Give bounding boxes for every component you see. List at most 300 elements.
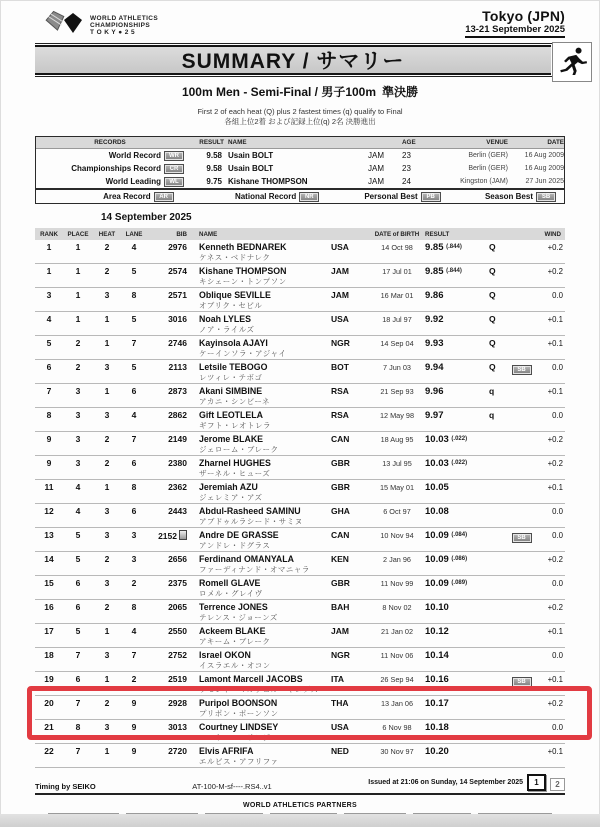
athlete-name-japanese: アブドゥルラシード・サミヌ	[199, 517, 303, 526]
heat-cell: 2	[104, 458, 110, 468]
athlete-name-cell	[191, 362, 331, 383]
age-col-header: AGE	[402, 139, 416, 146]
date-of-birth: 6 Oct 97	[383, 507, 411, 516]
rank-cell: 21	[44, 722, 54, 732]
lane-cell: 7	[131, 338, 137, 348]
heat-cell: 1	[104, 386, 110, 396]
place-cell: 7	[75, 650, 81, 660]
result-time: 10.08	[425, 506, 449, 517]
place-cell: 4	[75, 506, 81, 516]
athlete-name: Abdul-Rasheed SAMINU	[199, 506, 301, 516]
date-of-birth: 8 Nov 02	[382, 603, 412, 612]
results-table	[35, 228, 565, 768]
heat-cell: 2	[104, 434, 110, 444]
heat-cell: 1	[104, 626, 110, 636]
athlete-name-cell	[191, 314, 331, 335]
record-venue: Kingston (JAM)	[460, 178, 508, 185]
bib-cell: 2362	[168, 482, 187, 492]
divider	[35, 76, 565, 77]
lane-cell: 7	[131, 650, 137, 660]
athlete-name: Kenneth BEDNAREK	[199, 242, 287, 252]
rank-cell: 4	[46, 314, 52, 324]
bib-cell: 2443	[168, 506, 187, 516]
lane-cell: 4	[131, 626, 137, 636]
bib-cell: 3016	[168, 314, 187, 324]
result-fraction: (.844)	[446, 244, 462, 250]
qualification-mark: Q	[489, 290, 496, 300]
athlete-name: Akani SIMBINE	[199, 386, 263, 396]
dob-header: DATE of BIRTH	[374, 230, 420, 238]
date-of-birth: 26 Sep 94	[380, 675, 414, 684]
result-fraction: (.086)	[451, 556, 468, 562]
legend-badge: AR	[154, 192, 174, 202]
country-code: THA	[331, 698, 349, 708]
athlete-name-cell	[191, 410, 331, 431]
date-of-birth: 18 Aug 95	[380, 435, 414, 444]
bib-cell: 2656	[168, 554, 187, 564]
athlete-name: Courtney LINDSEY	[199, 722, 279, 732]
result-fraction: (.089)	[451, 580, 468, 586]
bib-cell: 2550	[168, 626, 187, 636]
record-holder-age: 23	[402, 164, 411, 173]
athlete-name-cell	[191, 674, 331, 695]
country-code: NGR	[331, 650, 350, 660]
country-code: BAH	[331, 602, 350, 612]
result-row	[35, 480, 565, 504]
record-date: 16 Aug 2009	[524, 165, 564, 172]
rank-cell: 1	[46, 242, 52, 252]
logo-line1: WORLD ATHLETICS	[90, 15, 159, 22]
result-row	[35, 504, 565, 528]
wind-reading: +0.2	[547, 243, 563, 252]
date-of-birth: 21 Sep 93	[380, 387, 414, 396]
sprint-pictogram-box	[552, 42, 592, 82]
bib-cell: 2873	[168, 386, 187, 396]
record-venue: Berlin (GER)	[468, 165, 508, 172]
bib-cell: 3013	[168, 722, 187, 732]
record-label: World Leading WL	[36, 177, 184, 187]
bib-cell: 2862	[168, 410, 187, 420]
document-code: AT-100-M-sf----.RS4..v1	[192, 782, 272, 791]
result-header: RESULT	[425, 230, 450, 238]
record-badge: WR	[164, 151, 184, 161]
athlete-name-japanese: テレンス・ジョーンズ	[199, 613, 278, 622]
bib-cell: 2720	[168, 746, 187, 756]
rank-cell: 22	[44, 746, 54, 756]
record-venue: Berlin (GER)	[468, 152, 508, 159]
athlete-name-japanese: ジェレミア・アズ	[199, 493, 263, 502]
country-code: USA	[331, 314, 349, 324]
athlete-name: Lamont Marcell JACOBS	[199, 674, 303, 684]
result-fraction: (.844)	[446, 268, 462, 274]
record-holder-name: Usain BOLT	[228, 164, 274, 173]
records-legend-row	[36, 188, 564, 203]
date-of-birth: 17 Jul 01	[382, 267, 412, 276]
rank-cell: 17	[44, 626, 54, 636]
name-header: NAME	[199, 230, 218, 238]
record-row	[36, 175, 564, 188]
bib-marker-icon	[179, 530, 187, 540]
heat-cell: 3	[104, 578, 110, 588]
bib-cell: 2519	[168, 674, 187, 684]
heat-header: HEAT	[98, 230, 116, 238]
records-header-row	[36, 137, 564, 149]
lane-header: LANE	[125, 230, 143, 238]
wind-reading: 0.0	[552, 579, 563, 588]
athlete-name-cell	[191, 482, 331, 503]
record-label: World Record WR	[36, 151, 184, 161]
page-1-button[interactable]: 1	[527, 774, 546, 791]
athlete-name-japanese: ファーディナンド・オマニャラ	[199, 565, 310, 574]
result-time: 9.96	[425, 386, 444, 397]
rank-cell: 8	[46, 410, 52, 420]
country-code: ITA	[331, 674, 345, 684]
heat-cell: 1	[104, 338, 110, 348]
rank-cell: 14	[44, 554, 54, 564]
country-code: NGR	[331, 338, 350, 348]
record-label: Championships Record CR	[36, 164, 184, 174]
athlete-name: Zharnel HUGHES	[199, 458, 271, 468]
athlete-name: Israel OKON	[199, 650, 251, 660]
lane-cell: 9	[131, 722, 137, 732]
date-of-birth: 21 Jan 02	[380, 627, 414, 636]
event-dates: 13-21 September 2025	[465, 24, 565, 38]
athlete-name-japanese: キシェーン・トンプソン	[199, 277, 287, 286]
athlete-name-cell	[191, 338, 331, 359]
record-holder-nat: JAM	[368, 164, 384, 173]
date-of-birth: 11 Nov 06	[380, 651, 414, 660]
athlete-name-cell	[191, 266, 331, 287]
country-code: USA	[331, 242, 349, 252]
athlete-name-japanese: ギフト・レオトレラ	[199, 421, 271, 430]
result-row	[35, 528, 565, 552]
place-cell: 1	[75, 314, 81, 324]
bib-cell: 2149	[168, 434, 187, 444]
bib-cell: 2152	[147, 530, 191, 542]
heat-cell: 2	[104, 554, 110, 564]
country-code: CAN	[331, 530, 350, 540]
place-cell: 2	[75, 338, 81, 348]
athlete-name: Ferdinand OMANYALA	[199, 554, 294, 564]
place-header: PLACE	[67, 230, 89, 238]
result-fraction: (.084)	[451, 532, 468, 538]
place-cell: 7	[75, 746, 81, 756]
legend-badge: PB	[421, 192, 441, 202]
heat-cell: 3	[104, 722, 110, 732]
heat-cell: 2	[104, 602, 110, 612]
rank-cell: 6	[46, 362, 52, 372]
record-result: 9.75	[206, 177, 222, 186]
qualification-mark: Q	[489, 314, 496, 324]
athlete-name: Kishane THOMPSON	[199, 266, 287, 276]
wind-reading: +0.2	[547, 435, 563, 444]
athlete-name-japanese: コートニー・リンジー	[199, 733, 279, 742]
lane-cell: 5	[131, 314, 137, 324]
place-cell: 5	[75, 530, 81, 540]
qualification-mark: Q	[489, 242, 496, 252]
country-code: NED	[331, 746, 349, 756]
result-row	[35, 408, 565, 432]
lane-cell: 8	[131, 290, 137, 300]
date-of-birth: 12 May 98	[379, 411, 415, 420]
legend-item: Season Best SB	[449, 192, 564, 202]
tokyo25-gems-icon	[45, 10, 85, 41]
legend-item: Personal Best PB	[327, 192, 448, 202]
rank-cell: 7	[46, 386, 52, 396]
bib-cell: 2746	[168, 338, 187, 348]
athlete-name: Kayinsola AJAYI	[199, 338, 268, 348]
date-of-birth: 18 Jul 97	[382, 315, 412, 324]
athlete-name-cell	[191, 290, 331, 311]
rank-cell: 18	[44, 650, 54, 660]
bib-cell: 2375	[168, 578, 187, 588]
result-row	[35, 264, 565, 288]
championships-logo	[45, 10, 158, 41]
lane-cell: 6	[131, 506, 137, 516]
lane-cell: 4	[131, 410, 137, 420]
result-time: 9.92	[425, 314, 444, 325]
athlete-name: Noah LYLES	[199, 314, 251, 324]
heat-cell: 1	[104, 482, 110, 492]
result-time: 10.20	[425, 746, 449, 757]
athlete-name: Jeremiah AZU	[199, 482, 258, 492]
place-cell: 3	[75, 458, 81, 468]
heat-cell: 2	[104, 266, 110, 276]
place-cell: 7	[75, 698, 81, 708]
wind-reading: +0.1	[547, 747, 563, 756]
bib-cell: 2928	[168, 698, 187, 708]
date-of-birth: 2 Jan 96	[383, 555, 411, 564]
athlete-name-japanese: レツィレ・テボゴ	[199, 373, 263, 382]
wind-reading: +0.2	[547, 603, 563, 612]
heat-cell: 1	[104, 746, 110, 756]
record-date: 16 Aug 2009	[524, 152, 564, 159]
heat-cell: 3	[104, 362, 110, 372]
records-box	[35, 136, 565, 204]
athlete-name-cell	[191, 602, 331, 623]
rank-cell: 20	[44, 698, 54, 708]
heat-cell: 3	[104, 530, 110, 540]
bib-cell: 2571	[168, 290, 187, 300]
place-cell: 1	[75, 242, 81, 252]
place-cell: 6	[75, 602, 81, 612]
place-cell: 5	[75, 554, 81, 564]
wind-reading: +0.2	[547, 267, 563, 276]
lane-cell: 4	[131, 242, 137, 252]
athlete-name-cell	[191, 530, 331, 551]
result-time: 9.97	[425, 410, 444, 421]
lane-cell: 9	[131, 746, 137, 756]
record-badge: WL	[164, 177, 184, 187]
record-badge-cell	[507, 674, 533, 687]
record-result: 9.58	[206, 164, 222, 173]
date-of-birth: 11 Nov 99	[380, 579, 414, 588]
event-title: 100m Men - Semi-Final / 男子100m 準決勝	[181, 85, 419, 99]
rank-cell: 1	[46, 266, 52, 276]
results-header-row	[35, 228, 565, 240]
bib-header: BIB	[176, 230, 187, 238]
wind-reading: +0.1	[547, 627, 563, 636]
result-time: 10.10	[425, 602, 449, 613]
record-holder-nat: JAM	[368, 177, 384, 186]
result-row	[35, 456, 565, 480]
lane-cell: 2	[131, 674, 137, 684]
athlete-name-cell	[191, 458, 331, 479]
wind-reading: +0.1	[547, 675, 563, 684]
date-of-birth: 7 Jun 03	[383, 363, 411, 372]
lane-cell: 3	[131, 554, 137, 564]
logo-line3: T O K Y ● 2 5	[90, 29, 136, 36]
athlete-name-japanese: アカニ・シンビーネ	[199, 397, 271, 406]
qualification-mark: Q	[489, 362, 496, 372]
rank-cell: 11	[44, 482, 54, 492]
logo-wordmark	[90, 15, 158, 36]
country-code: GBR	[331, 578, 350, 588]
date-of-birth: 16 Mar 01	[380, 291, 414, 300]
record-row	[36, 162, 564, 175]
country-code: JAM	[331, 290, 349, 300]
bib-cell: 2065	[168, 602, 187, 612]
record-badge-cell	[507, 362, 533, 375]
athlete-name-japanese: アンドレ・ドグラス	[199, 541, 271, 550]
wind-reading: +0.1	[547, 315, 563, 324]
rank-cell: 5	[46, 338, 52, 348]
country-code: GHA	[331, 506, 350, 516]
athlete-name-cell	[191, 722, 331, 743]
bib-cell: 2976	[168, 242, 187, 252]
result-time: 10.03 $^{(.022)}$	[425, 458, 468, 469]
athlete-name-japanese: ケーインソラ・アジャイ	[199, 349, 287, 358]
athlete-name-cell	[191, 242, 331, 263]
athlete-name-cell	[191, 626, 331, 647]
results-body	[35, 240, 565, 768]
wind-reading: +0.2	[547, 555, 563, 564]
date-of-birth: 13 Jan 06	[380, 699, 414, 708]
place-cell: 6	[75, 578, 81, 588]
record-holder-name: Kishane THOMPSON	[228, 177, 308, 186]
record-badge-cell	[507, 530, 533, 543]
athlete-name-cell	[191, 386, 331, 407]
legend-badge: SB	[536, 192, 556, 202]
athlete-name-cell	[191, 698, 331, 719]
record-result: 9.58	[206, 151, 222, 160]
athlete-name-japanese: アキーム・ブレーク	[199, 637, 271, 646]
heat-cell: 2	[104, 242, 110, 252]
date-col-header: DATE	[547, 139, 564, 146]
lane-cell: 6	[131, 458, 137, 468]
result-time: 10.17	[425, 698, 449, 709]
venue-col-header: VENUE	[486, 139, 508, 146]
athlete-name-cell	[191, 434, 331, 455]
wind-reading: 0.0	[552, 651, 563, 660]
result-row	[35, 384, 565, 408]
session-date: 14 September 2025	[101, 212, 192, 223]
country-code: RSA	[331, 410, 349, 420]
lane-cell: 2	[131, 578, 137, 588]
date-of-birth: 14 Oct 98	[381, 243, 413, 252]
lane-cell: 5	[131, 362, 137, 372]
record-date: 27 Jun 2025	[525, 178, 564, 185]
bib-cell: 2574	[168, 266, 187, 276]
legend-badge: NR	[299, 192, 319, 202]
athlete-name: Romell GLAVE	[199, 578, 261, 588]
athlete-name-japanese: プリポン・ポーンソン	[199, 709, 279, 718]
qualification-mark: Q	[489, 266, 496, 276]
photo-edge-strip	[0, 814, 600, 827]
result-time: 10.18	[425, 722, 449, 733]
result-time: 10.16	[425, 674, 449, 685]
result-time: 10.05	[425, 482, 449, 493]
wind-reading: +0.1	[547, 387, 563, 396]
date-of-birth: 15 May 01	[379, 483, 415, 492]
country-code: USA	[331, 722, 349, 732]
page-2-button[interactable]: 2	[550, 778, 565, 791]
athlete-name-japanese: ノア・ライルズ	[199, 325, 255, 334]
wind-reading: 0.0	[552, 291, 563, 300]
sb-badge: SB	[512, 365, 532, 375]
record-holder-name: Usain BOLT	[228, 151, 274, 160]
lane-cell: 7	[131, 434, 137, 444]
rank-cell: 9	[46, 434, 52, 444]
result-time: 9.85 $^{(.844)}$	[425, 242, 462, 253]
wind-reading: +0.2	[547, 459, 563, 468]
athlete-name: Andre DE GRASSE	[199, 530, 279, 540]
divider	[35, 43, 565, 44]
lane-cell: 3	[131, 530, 137, 540]
event-location-block	[465, 8, 565, 38]
wind-reading: 0.0	[552, 723, 563, 732]
lane-cell: 6	[131, 386, 137, 396]
sb-badge: SB	[512, 677, 532, 687]
place-cell: 8	[75, 722, 81, 732]
date-of-birth: 10 Nov 94	[380, 531, 414, 540]
page-title: SUMMARY / サマリー	[181, 50, 405, 73]
qualification-note	[35, 107, 565, 127]
result-time: 10.09 $^{(.084)}$	[425, 530, 468, 541]
record-holder-nat: JAM	[368, 151, 384, 160]
athlete-name-cell	[191, 506, 331, 527]
result-row	[35, 336, 565, 360]
country-code: GBR	[331, 482, 350, 492]
result-row	[35, 648, 565, 672]
athlete-name: Letsile TEBOGO	[199, 362, 268, 372]
issued-timestamp: Issued at 21:06 on Sunday, 14 September 2025	[368, 779, 523, 786]
heat-cell: 2	[104, 698, 110, 708]
heat-cell: 3	[104, 410, 110, 420]
athlete-name: Puripol BOONSON	[199, 698, 278, 708]
country-code: GBR	[331, 458, 350, 468]
country-code: JAM	[331, 266, 349, 276]
wind-reading: +0.1	[547, 339, 563, 348]
wind-reading: 0.0	[552, 411, 563, 420]
rank-cell: 16	[44, 602, 54, 612]
result-fraction: (.022)	[451, 460, 468, 466]
athlete-name-japanese: ジェローム・ブレーク	[199, 445, 279, 454]
place-cell: 3	[75, 410, 81, 420]
athlete-name-cell	[191, 554, 331, 575]
athlete-name-japanese: ラモント・マルチェル・ヤコブス	[199, 685, 319, 694]
heat-cell: 1	[104, 674, 110, 684]
heat-cell: 3	[104, 506, 110, 516]
wind-reading: +0.1	[547, 483, 563, 492]
result-row	[35, 720, 565, 744]
athlete-name: Gift LEOTLELA	[199, 410, 264, 420]
wind-header: WIND	[544, 230, 561, 238]
records-body	[36, 149, 564, 188]
result-row	[35, 432, 565, 456]
athlete-name-japanese: ザーネル・ヒューズ	[199, 469, 271, 478]
place-cell: 3	[75, 434, 81, 444]
